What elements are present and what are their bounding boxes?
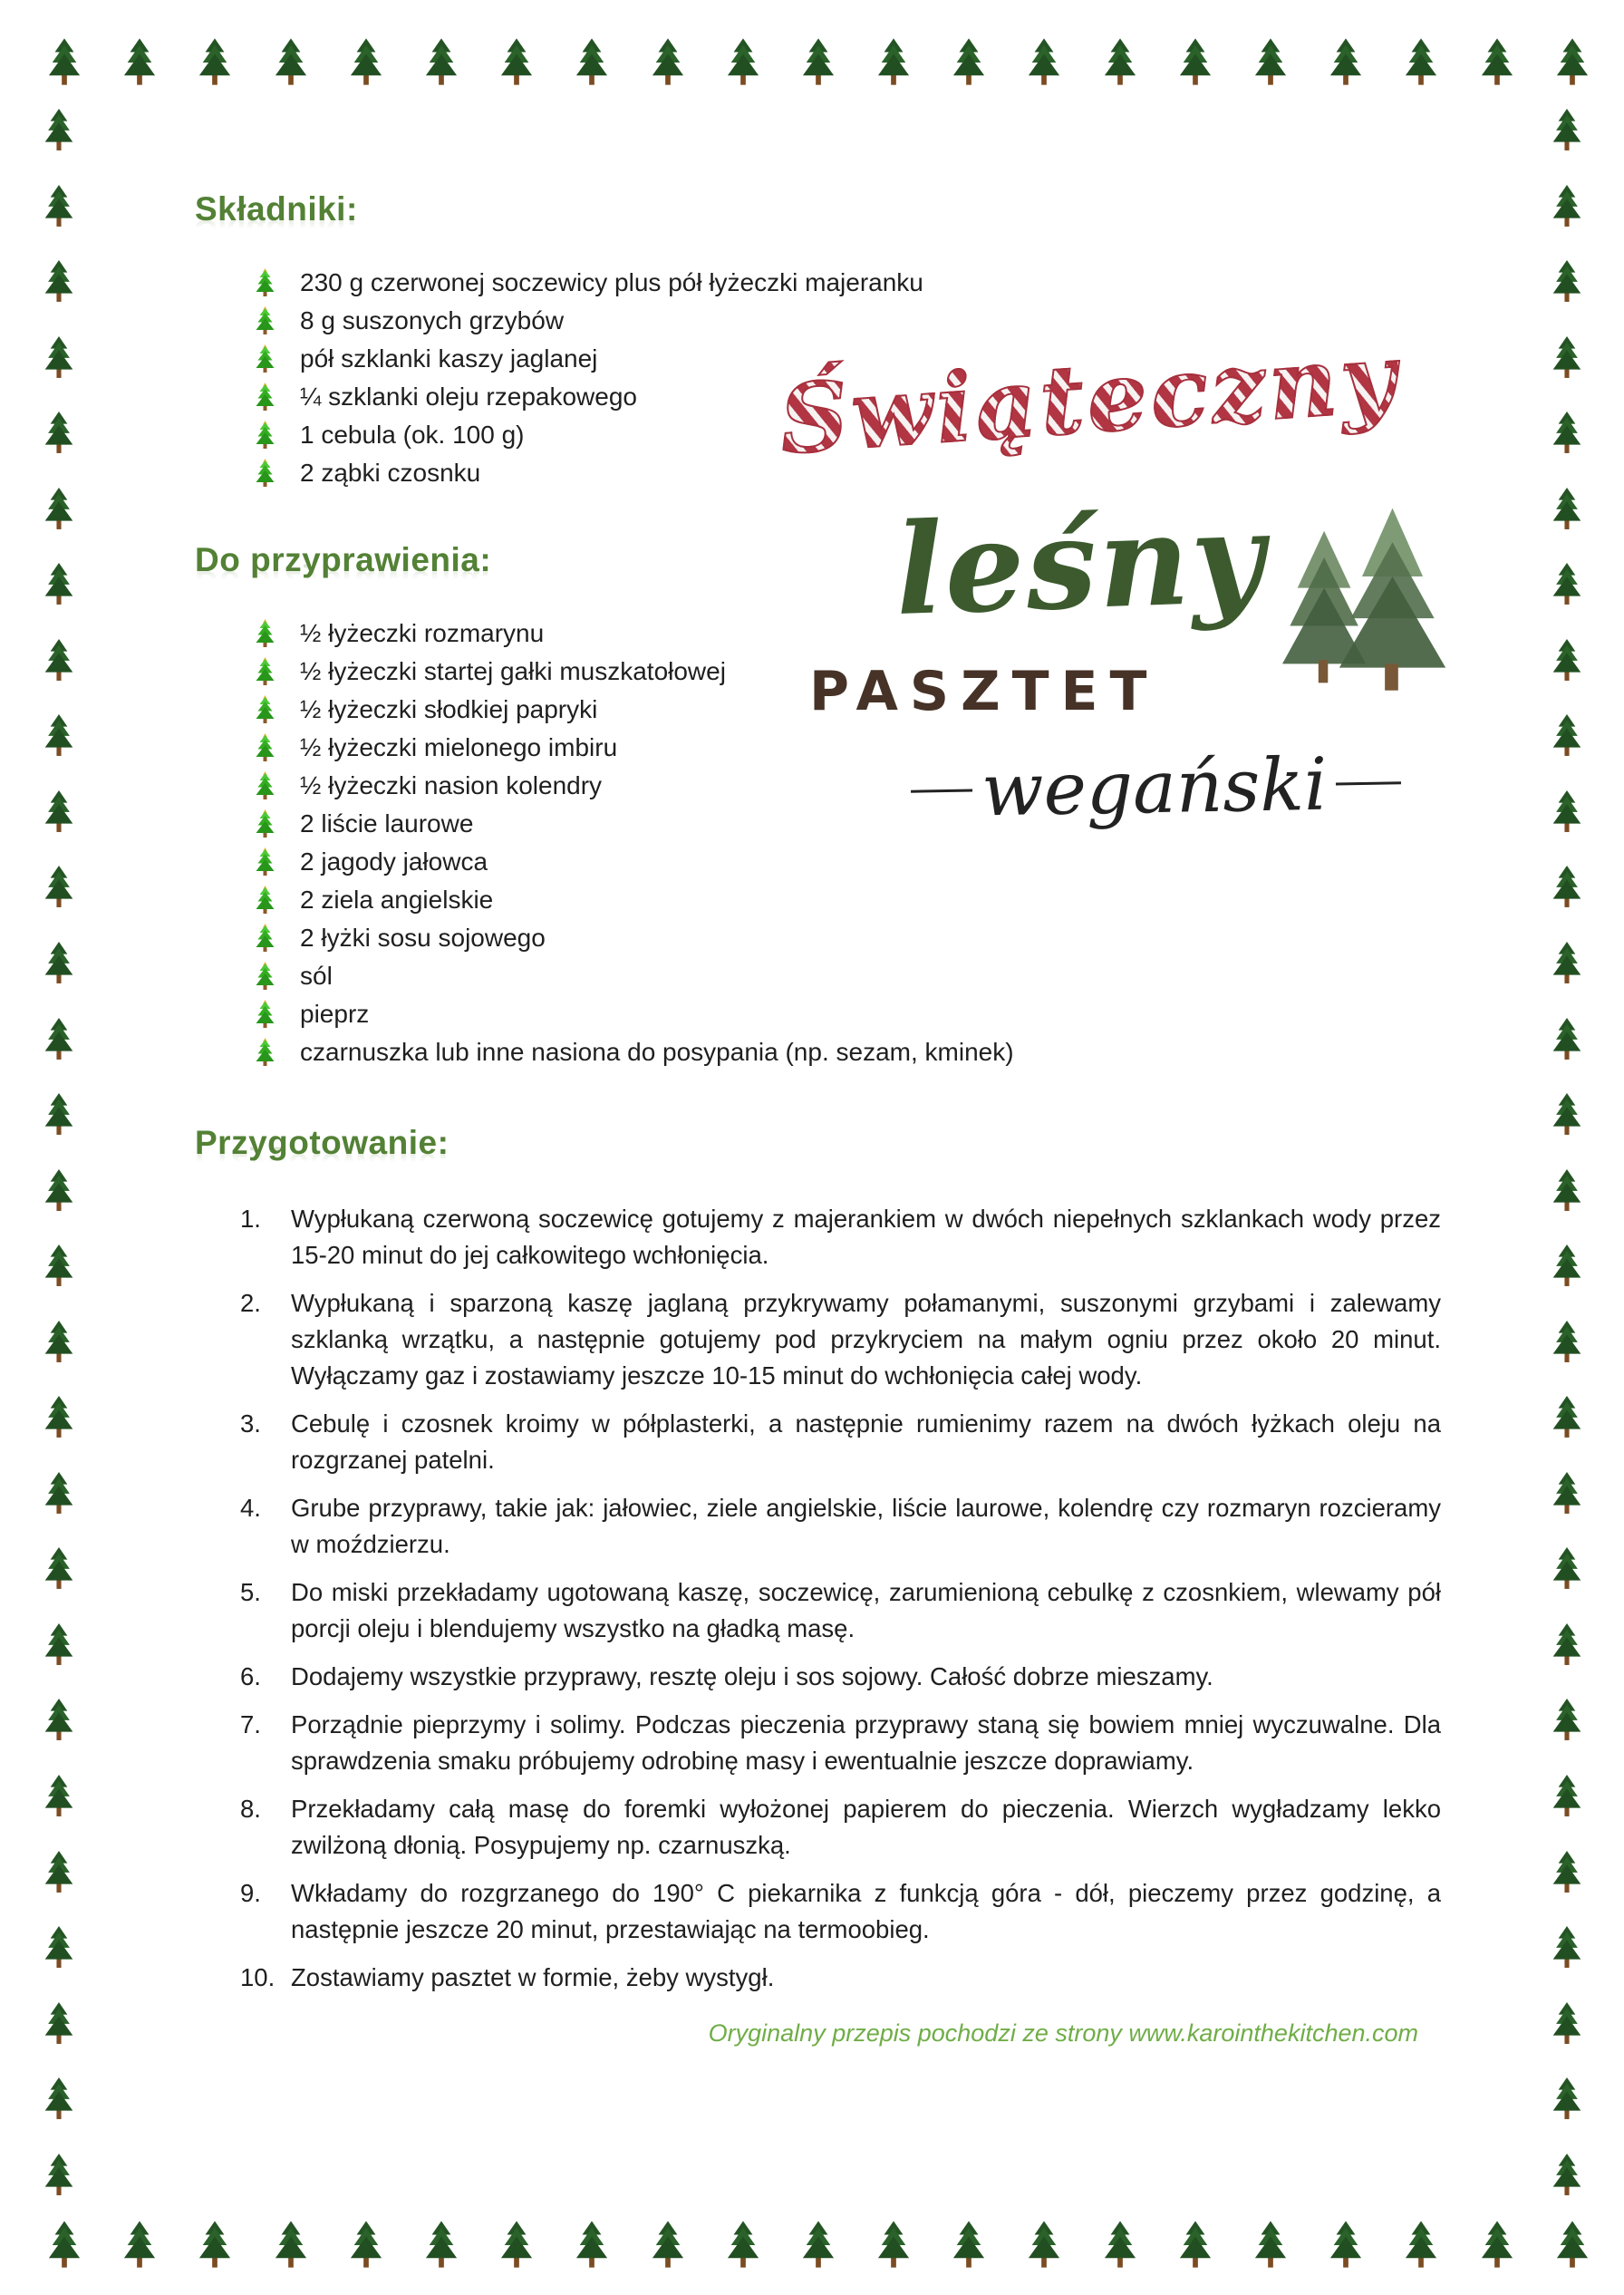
fir-tree-icon (1552, 1545, 1582, 1591)
seasoning-item (254, 615, 1444, 653)
fir-tree-icon (1552, 486, 1582, 531)
fir-tree-icon (1178, 36, 1213, 87)
seasoning-item (254, 805, 1444, 843)
fir-tree-icon (44, 940, 74, 985)
title-lesny: leśny (893, 482, 1269, 644)
fir-tree-icon (44, 1243, 74, 1288)
seasoning-text: sól (300, 961, 333, 990)
fir-tree-icon (44, 864, 74, 909)
fir-tree-icon (1552, 637, 1582, 683)
tree-bullet-icon (254, 382, 276, 411)
fir-tree-icon (499, 36, 534, 87)
fir-tree-icon (122, 2219, 157, 2270)
tree-bullet-icon (254, 619, 276, 647)
seasoning-item (254, 995, 1444, 1033)
ingredients-list (254, 264, 1444, 492)
fir-tree-icon (1253, 2219, 1288, 2270)
fir-tree-icon (726, 36, 760, 87)
step-item: Do miski przekładamy ugotowaną kaszę, soczewicę, zarumienioną cebulkę z czosnkiem, wlewamy pół porcji oleju i blendujemy wszystko na gładką masę. (291, 1577, 1441, 1642)
seasoning-item (254, 767, 1444, 805)
seasoning-list (254, 615, 1444, 1071)
fir-tree-icon (1552, 1016, 1582, 1061)
fir-tree-icon (1329, 36, 1363, 87)
fir-tree-icon (44, 637, 74, 683)
fir-tree-icon (952, 36, 986, 87)
fir-tree-icon (1555, 36, 1590, 87)
tree-bullet-icon (254, 924, 276, 952)
fir-tree-icon (575, 36, 609, 87)
tree-bullet-icon (254, 695, 276, 723)
seasoning-text: 2 jagody jałowca (300, 847, 488, 876)
fir-tree-icon (198, 2219, 232, 2270)
step-item: Porządnie pieprzymy i solimy. Podczas pieczenia przyprawy staną się bowiem mniej wyczuwalne. Dla sprawdzenia smaku próbujemy odrobinę masy i ewentualnie jeszcze doprawiamy. (291, 1709, 1441, 1775)
fir-tree-icon (1103, 36, 1137, 87)
section-title-ingredients: Składniki: (195, 190, 358, 228)
fir-tree-icon (876, 36, 911, 87)
step-item: Przekładamy całą masę do foremki wyłożonej papierem do pieczenia. Wierzch wygładzamy lekko zwilżoną dłonią. Posypujemy np. czarnuszką. (291, 1794, 1441, 1859)
seasoning-text: ½ łyżeczki startej gałki muszkatołowej (300, 656, 726, 685)
fir-tree-icon (44, 789, 74, 834)
fir-tree-icon (44, 107, 74, 152)
tree-bullet-icon (254, 962, 276, 990)
seasoning-item (254, 881, 1444, 919)
fir-tree-icon (349, 36, 383, 87)
tree-bullet-icon (254, 847, 276, 876)
tree-bullet-icon (254, 1038, 276, 1066)
seasoning-item (254, 957, 1444, 995)
tree-bullet-icon (254, 733, 276, 761)
fir-tree-icon (44, 1622, 74, 1667)
fir-tree-icon (1552, 1394, 1582, 1439)
preparation-steps-list (240, 1201, 1441, 1996)
fir-tree-icon (44, 1091, 74, 1137)
fir-tree-icon (1552, 789, 1582, 834)
fir-tree-icon (1027, 36, 1061, 87)
fir-tree-icon (1552, 1773, 1582, 1818)
fir-tree-icon (44, 1924, 74, 1970)
tree-border-top (47, 36, 1590, 89)
fir-tree-icon (44, 561, 74, 606)
fir-tree-icon (1552, 561, 1582, 606)
seasoning-text: ½ łyżeczki słodkiej papryki (300, 694, 598, 723)
fir-tree-icon (44, 2076, 74, 2121)
step-item: Wypłukaną czerwoną soczewicę gotujemy z majerankiem w dwóch niepełnych szklankach wody przez 15-20 minut do jej całkowitego wchłonięcia. (291, 1204, 1441, 1269)
fir-tree-icon (952, 2219, 986, 2270)
fir-tree-icon (1552, 410, 1582, 455)
seasoning-text: ½ łyżeczki rozmarynu (300, 618, 545, 647)
fir-tree-icon (44, 1545, 74, 1591)
ingredient-item (254, 302, 1444, 340)
fir-tree-icon (1552, 1622, 1582, 1667)
fir-tree-icon (44, 1319, 74, 1364)
fir-tree-icon (1552, 107, 1582, 152)
ingredient-item (254, 340, 1444, 378)
fir-tree-icon (1552, 1924, 1582, 1970)
section-title-preparation: Przygotowanie: (195, 1123, 450, 1161)
tree-bullet-icon (254, 306, 276, 334)
tree-bullet-icon (254, 809, 276, 838)
fir-tree-icon (44, 183, 74, 228)
ingredient-text: ¼ szklanki oleju rzepakowego (300, 382, 637, 411)
fir-tree-icon (1027, 2219, 1061, 2270)
fir-tree-icon (1480, 36, 1514, 87)
tree-border-right (1552, 107, 1588, 2197)
fir-tree-icon (44, 258, 74, 304)
seasoning-item (254, 729, 1444, 767)
tree-border-left (44, 107, 80, 2197)
tree-bullet-icon (254, 459, 276, 487)
fir-tree-icon (44, 2152, 74, 2197)
title-pasztet: PASZTET (809, 660, 1159, 723)
fir-tree-icon (1552, 1319, 1582, 1364)
fir-tree-icon (1552, 2076, 1582, 2121)
fir-tree-icon (44, 1773, 74, 1818)
fir-tree-icon (1552, 2000, 1582, 2046)
tree-bullet-icon (254, 421, 276, 449)
ingredient-text: 8 g suszonych grzybów (300, 305, 565, 334)
step-item: Wkładamy do rozgrzanego do 190° C piekarnika z funkcją góra - dół, pieczemy przez godzinę, a następnie jeszcze 20 minut, przestawiając na termoobieg. (291, 1878, 1441, 1943)
source-credit: Oryginalny przepis pochodzi ze strony www.karointhekitchen.com (708, 2019, 1418, 2047)
fir-tree-icon (274, 36, 308, 87)
fir-tree-icon (575, 2219, 609, 2270)
fir-tree-icon (44, 1394, 74, 1439)
fir-tree-icon (44, 1697, 74, 1742)
seasoning-text: czarnuszka lub inne nasiona do posypania (np. sezam, kminek) (300, 1037, 1014, 1066)
tree-bullet-icon (254, 268, 276, 296)
tree-bullet-icon (254, 886, 276, 914)
fir-tree-icon (1552, 864, 1582, 909)
fir-tree-icon (651, 36, 685, 87)
fir-tree-icon (801, 2219, 836, 2270)
ingredient-item (254, 454, 1444, 492)
step-item: Wypłukaną i sparzoną kaszę jaglaną przykrywamy połamanymi, suszonymi grzybami i zalewamy szklanką wrzątku, a następnie gotujemy pod przykryciem na małym ogniu przez około 20 minut. Wyłączamy gaz i zostawiamy jeszcze 10-15 minut do wchłonięcia całej wody. (291, 1288, 1441, 1390)
fir-tree-icon (1329, 2219, 1363, 2270)
fir-tree-icon (1253, 36, 1288, 87)
ingredient-text: pół szklanki kaszy jaglanej (300, 344, 598, 373)
fir-tree-icon (1404, 2219, 1438, 2270)
tree-bullet-icon (254, 771, 276, 799)
fir-tree-icon (1552, 183, 1582, 228)
fir-tree-icon (499, 2219, 534, 2270)
fir-tree-icon (44, 2000, 74, 2046)
seasoning-text: ½ łyżeczki nasion kolendry (300, 770, 603, 799)
tree-bullet-icon (254, 657, 276, 685)
seasoning-text: 2 liście laurowe (300, 809, 474, 838)
fir-tree-icon (198, 36, 232, 87)
seasoning-item (254, 1033, 1444, 1071)
seasoning-text: 2 łyżki sosu sojowego (300, 923, 546, 952)
ingredient-text: 2 ząbki czosnku (300, 458, 481, 487)
seasoning-item (254, 919, 1444, 957)
seasoning-text: pieprz (300, 999, 370, 1028)
title-weganski-text: wegański (981, 741, 1329, 833)
fir-tree-icon (1552, 258, 1582, 304)
seasoning-text: ½ łyżeczki mielonego imbiru (300, 732, 618, 761)
seasoning-item (254, 653, 1444, 691)
seasoning-text: 2 ziela angielskie (300, 885, 494, 914)
fir-tree-icon (1552, 1470, 1582, 1515)
fir-tree-icon (122, 36, 157, 87)
fir-tree-icon (47, 2219, 82, 2270)
fir-tree-icon (1103, 2219, 1137, 2270)
fir-tree-icon (47, 36, 82, 87)
fir-tree-icon (44, 712, 74, 758)
step-item: Grube przyprawy, takie jak: jałowiec, ziele angielskie, liście laurowe, kolendrę czy rozmaryn rozcieramy w moździerzu. (291, 1493, 1441, 1558)
fir-tree-icon (1552, 334, 1582, 380)
title-swiateczny: Świąteczny (776, 321, 1403, 476)
ingredient-item (254, 378, 1444, 416)
fir-tree-icon (44, 486, 74, 531)
seasoning-item (254, 691, 1444, 729)
fir-tree-icon (1552, 2152, 1582, 2197)
step-item: Dodajemy wszystkie przyprawy, resztę oleju i sos sojowy. Całość dobrze mieszamy. (291, 1661, 1213, 1690)
fir-tree-icon (1555, 2219, 1590, 2270)
fir-tree-icon (1552, 1091, 1582, 1137)
fir-tree-icon (44, 410, 74, 455)
fir-tree-icon (44, 334, 74, 380)
tree-bullet-icon (254, 1000, 276, 1028)
step-item: Cebulę i czosnek kroimy w półplasterki, a następnie rumienimy razem na dwóch łyżkach oleju na rozgrzanej patelni. (291, 1409, 1441, 1474)
fir-tree-icon (44, 1470, 74, 1515)
fir-tree-icon (651, 2219, 685, 2270)
ingredient-item (254, 264, 1444, 302)
fir-tree-icon (1552, 1697, 1582, 1742)
fir-tree-icon (274, 2219, 308, 2270)
seasoning-item (254, 843, 1444, 881)
ingredient-item (254, 416, 1444, 454)
fir-tree-icon (1552, 712, 1582, 758)
fir-tree-icon (1404, 36, 1438, 87)
section-title-seasoning: Do przyprawienia: (195, 540, 492, 578)
fir-tree-icon (349, 2219, 383, 2270)
fir-tree-icon (1552, 1849, 1582, 1894)
tree-bullet-icon (254, 344, 276, 373)
fir-tree-icon (1552, 1243, 1582, 1288)
step-item: Zostawiamy pasztet w formie, żeby wystygł. (291, 1962, 775, 1991)
fir-tree-icon (1480, 2219, 1514, 2270)
tree-border-bottom (47, 2219, 1590, 2271)
ingredient-text: 1 cebula (ok. 100 g) (300, 420, 525, 449)
fir-tree-icon (44, 1849, 74, 1894)
fir-tree-icon (44, 1167, 74, 1213)
fir-tree-icon (1552, 940, 1582, 985)
document-content (195, 192, 1444, 2048)
fir-tree-icon (1178, 2219, 1213, 2270)
fir-tree-icon (1552, 1167, 1582, 1213)
fir-tree-icon (44, 1016, 74, 1061)
fir-tree-icon (801, 36, 836, 87)
ingredient-text: 230 g czerwonej soczewicy plus pół łyżeczki majeranku (300, 267, 923, 296)
fir-tree-icon (424, 2219, 459, 2270)
fir-tree-icon (424, 36, 459, 87)
fir-tree-icon (726, 2219, 760, 2270)
fir-tree-icon (876, 2219, 911, 2270)
